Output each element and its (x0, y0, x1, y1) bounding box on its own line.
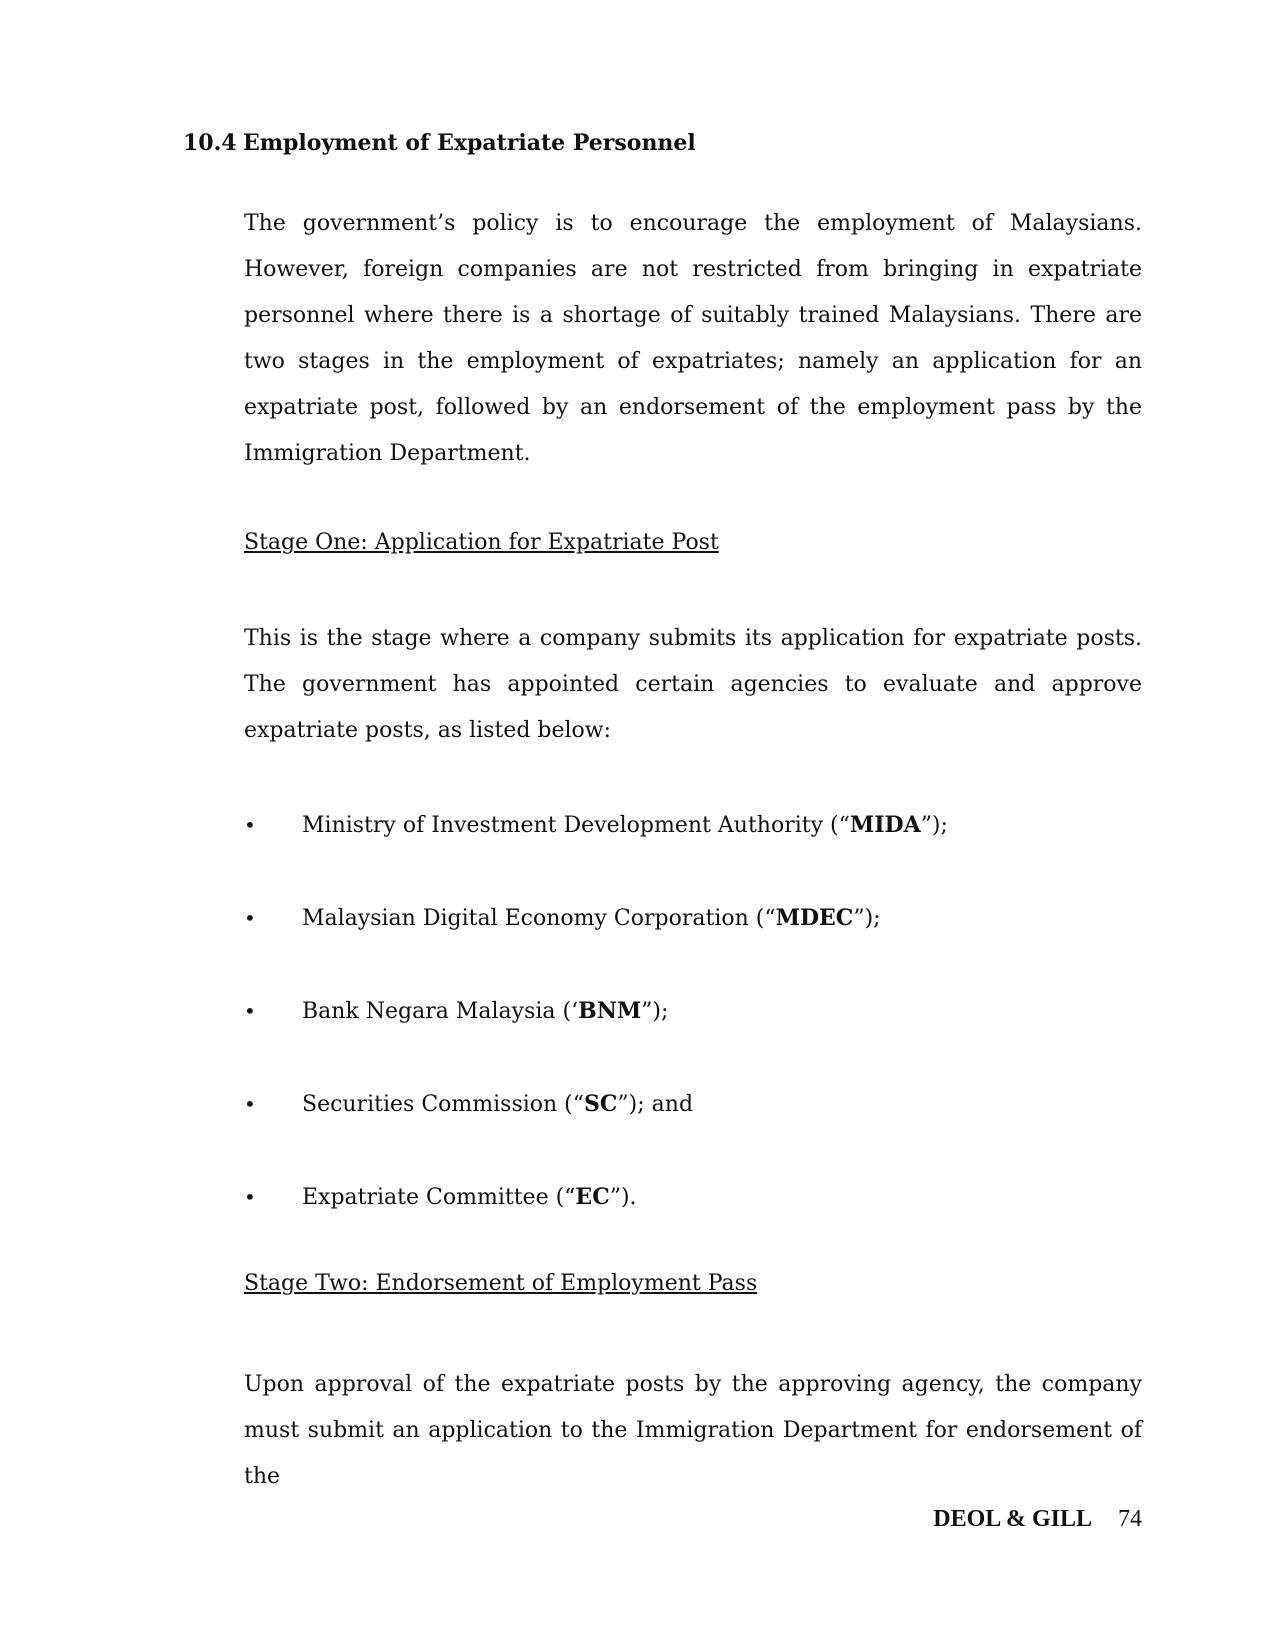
agency-name: Securities Commission (“ (302, 1092, 585, 1117)
stage-one-heading: Stage One: Application for Expatriate Post (244, 530, 719, 555)
section-heading (183, 130, 696, 156)
agency-abbreviation: MDEC (775, 905, 854, 931)
agency-abbreviation: MIDA (849, 812, 921, 838)
intro-paragraph: The government’s policy is to encourage the employment of Malaysians. However, foreign companies are not restricted from bringing in expatriate personnel where there is a shortage of suitably trained Malaysians. There are two stages in the employment of expatriates; namely an application for an expatriate post, followed by an endorsement of the employment pass by the Immigration Department. (244, 211, 1142, 466)
agency-suffix: ”); (853, 906, 881, 931)
agency-name: Expatriate Committee (“ (302, 1185, 576, 1210)
page-number: 74 (1118, 1506, 1142, 1532)
agency-abbreviation: SC (584, 1091, 618, 1117)
bullet-icon: • (244, 906, 256, 930)
agency-list-item-ec (244, 1184, 637, 1210)
agency-abbreviation: EC (575, 1184, 610, 1210)
agency-suffix: ”); (920, 813, 948, 838)
agency-name: Bank Negara Malaysia (‘ (302, 999, 579, 1024)
page-footer (933, 1506, 1142, 1533)
bullet-icon: • (244, 1185, 256, 1209)
bullet-icon: • (244, 1092, 256, 1116)
agency-suffix: ”); (641, 999, 669, 1024)
agency-list-item-sc (244, 1091, 693, 1117)
bullet-icon: • (244, 813, 256, 837)
agency-name: Malaysian Digital Economy Corporation (“ (302, 906, 776, 931)
agency-suffix: ”); and (617, 1092, 694, 1117)
agency-list-item-bnm (244, 998, 668, 1024)
agency-list-item-mida (244, 812, 948, 838)
bullet-icon: • (244, 999, 256, 1023)
stage-two-paragraph: Upon approval of the expatriate posts by the approving agency, the company must submit an application to the Immigration Department for endorsement of the (244, 1372, 1142, 1489)
agency-suffix: ”). (609, 1185, 637, 1210)
section-title: Employment of Expatriate Personnel (243, 130, 696, 156)
section-number: 10.4 (183, 130, 237, 156)
agency-name: Ministry of Investment Development Authority (“ (302, 813, 850, 838)
agency-list-item-mdec (244, 905, 881, 931)
agency-abbreviation: BNM (578, 998, 642, 1024)
stage-two-heading: Stage Two: Endorsement of Employment Pass (244, 1271, 758, 1296)
firm-name: DEOL & GILL (933, 1506, 1092, 1532)
stage-one-paragraph: This is the stage where a company submits its application for expatriate posts. The government has appointed certain agencies to evaluate and approve expatriate posts, as listed below: (244, 626, 1142, 743)
